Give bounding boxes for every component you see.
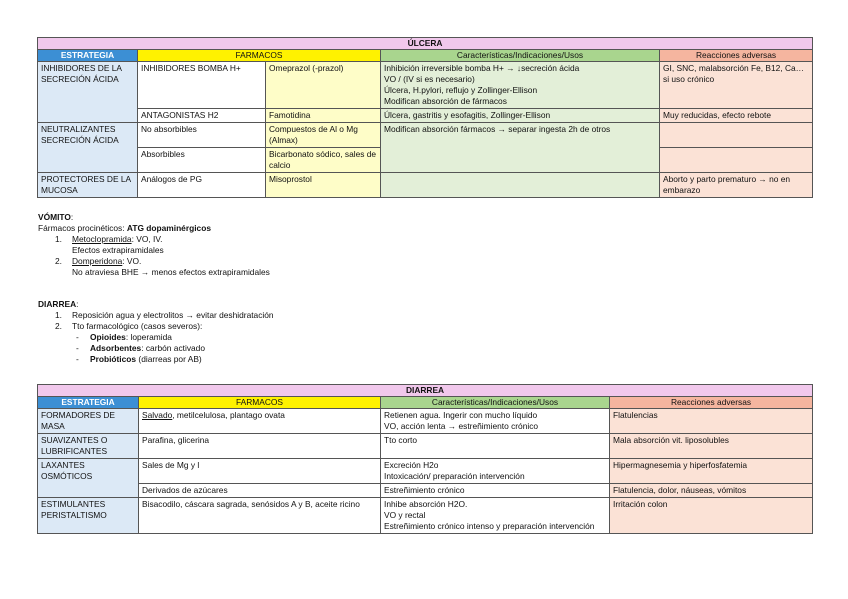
caracteristicas-cell — [381, 459, 610, 484]
caracteristicas-cell: Úlcera, gastritis y esofagitis, Zollinger-Ellison — [381, 109, 660, 123]
diarrea-heading-colon: : — [76, 299, 79, 309]
estrategia-cell: ESTIMULANTES PERISTALTISMO — [38, 498, 139, 534]
estrategia-cell: SUAVIZANTES O LUBRIFICANTES — [38, 434, 139, 459]
vomito-section — [38, 212, 270, 278]
caracteristicas-cell — [381, 498, 610, 534]
table-row — [38, 484, 813, 498]
diarrea-title: DIARREA — [38, 385, 813, 397]
caracteristica-line: Intoxicación/ preparación intervención — [384, 471, 525, 481]
table-row — [38, 459, 813, 484]
caracteristica-line: Modifican absorción de fármacos — [384, 96, 507, 106]
reacciones-cell: Muy reducidas, efecto rebote — [660, 109, 813, 123]
list-number: 2. — [55, 256, 62, 266]
caracteristica-line: Úlcera, H.pylori, reflujo y Zollinger-Ellison — [384, 85, 538, 95]
vomito-intro-bold: ATG dopaminérgicos — [126, 223, 211, 233]
caracteristica-line: Retienen agua. Ingerir con mucho líquido — [384, 410, 538, 420]
farmaco-cell: Famotidina — [266, 109, 381, 123]
subitem-bold: Probióticos — [90, 354, 137, 364]
diarrea-heading-text: DIARREA — [38, 299, 77, 309]
caracteristica-line: Inhibe absorción H2O. — [384, 499, 468, 509]
diarrea-table — [37, 384, 813, 534]
caracteristica-line: VO y rectal — [384, 510, 426, 520]
farmaco-cell: Compuestos de Al o Mg (Almax) — [266, 123, 381, 148]
estrategia-cell: NEUTRALIZANTES SECRECIÓN ÁCIDA — [38, 123, 138, 173]
ulcera-title: ÚLCERA — [38, 38, 813, 50]
farmaco-cell: Parafina, glicerina — [139, 434, 381, 459]
reacciones-cell: Hipermagnesemia y hiperfosfatemia — [610, 459, 813, 484]
list-text: Tto farmacológico (casos severos): — [72, 321, 203, 331]
reacciones-cell: Aborto y parto prematuro → no en embarazo — [660, 173, 813, 198]
list-number: 2. — [55, 321, 62, 331]
farmaco-cell: Sales de Mg y l — [139, 459, 381, 484]
vomito-heading-colon: : — [70, 212, 74, 222]
list-item — [38, 321, 274, 332]
reacciones-cell: Flatulencia, dolor, náuseas, vómitos — [610, 484, 813, 498]
list-text: Reposición agua y electrolitos → evitar deshidratación — [72, 310, 274, 320]
vomito-heading — [38, 212, 270, 223]
caracteristicas-cell: Estreñimiento crónico — [381, 484, 610, 498]
estrategia-cell: INHIBIDORES DE LA SECRECIÓN ÁCIDA — [38, 62, 138, 123]
list-number: 1. — [55, 310, 62, 320]
drug-detail: : VO. — [122, 256, 142, 266]
farmaco-cell: Omeprazol (-prazol) — [266, 62, 381, 109]
header-estrategia: ESTRATEGIA — [38, 397, 139, 409]
table-row — [38, 409, 813, 434]
caracteristica-line: Excreción H2o — [384, 460, 439, 470]
subitem-text: (diarreas por AB) — [136, 354, 202, 364]
caracteristica-line: VO / (IV si es necesario) — [384, 74, 475, 84]
grupo-cell: INHIBIDORES BOMBA H+ — [138, 62, 266, 109]
table-row — [38, 62, 813, 109]
list-subline: No atraviesa BHE → menos efectos extrapiramidales — [72, 267, 270, 277]
farmaco-underlined: Salvado — [142, 410, 173, 420]
header-farmacos: FARMACOS — [138, 50, 381, 62]
estrategia-cell: FORMADORES DE MASA — [38, 409, 139, 434]
farmaco-cell: Bisacodilo, cáscara sagrada, senósidos A y B, aceite ricino — [139, 498, 381, 534]
caracteristicas-cell: Tto corto — [381, 434, 610, 459]
list-subitem: - Adsorbentes: carbón activado — [76, 343, 205, 353]
drug-name: Metoclopramida — [72, 234, 132, 244]
caracteristica-line: VO, acción lenta → estreñimiento crónico — [384, 421, 539, 431]
vomito-intro — [38, 223, 270, 234]
ulcera-table — [37, 37, 813, 198]
caracteristicas-cell — [381, 173, 660, 198]
subitem-text: : carbón activado — [141, 343, 205, 353]
grupo-cell: No absorbibles — [138, 123, 266, 148]
farmaco-cell — [139, 409, 381, 434]
grupo-cell: ANTAGONISTAS H2 — [138, 109, 266, 123]
table-row — [38, 123, 813, 148]
table-row — [38, 498, 813, 534]
table-row — [38, 173, 813, 198]
farmaco-cell: Bicarbonato sódico, sales de calcio — [266, 148, 381, 173]
caracteristica-line: Inhibición irreversible bomba H+ → ↓secreción ácida — [384, 63, 580, 73]
reacciones-cell — [660, 148, 813, 173]
diarrea-notes-section — [38, 299, 274, 365]
subitem-text: : loperamida — [125, 332, 172, 342]
list-subitem: - Probióticos (diarreas por AB) — [76, 354, 202, 364]
farmaco-rest: , metilcelulosa, plantago ovata — [172, 410, 285, 420]
table-row — [38, 109, 813, 123]
reacciones-cell: GI, SNC, malabsorción Fe, B12, Ca… si uso crónico — [660, 62, 813, 109]
list-item — [38, 310, 274, 321]
list-number: 1. — [55, 234, 62, 244]
header-reacciones: Reacciones adversas — [660, 50, 813, 62]
list-subline: Efectos extrapiramidales — [72, 245, 164, 255]
grupo-cell: Análogos de PG — [138, 173, 266, 198]
reacciones-cell — [660, 123, 813, 148]
vomito-heading-text: VÓMITO — [38, 212, 71, 222]
reacciones-cell: Flatulencias — [610, 409, 813, 434]
list-item — [38, 234, 270, 245]
farmaco-cell: Derivados de azúcares — [139, 484, 381, 498]
estrategia-cell: LAXANTES OSMÓTICOS — [38, 459, 139, 498]
header-estrategia: ESTRATEGIA — [38, 50, 138, 62]
header-farmacos: FARMACOS — [139, 397, 381, 409]
subitem-bold: Opioides — [90, 332, 126, 342]
caracteristica-line: Estreñimiento crónico intenso y preparación intervención — [384, 521, 595, 531]
header-caracteristicas: Características/Indicaciones/Usos — [381, 50, 660, 62]
drug-detail: : VO, IV. — [131, 234, 163, 244]
caracteristicas-cell — [381, 62, 660, 109]
estrategia-cell: PROTECTORES DE LA MUCOSA — [38, 173, 138, 198]
header-reacciones: Reacciones adversas — [610, 397, 813, 409]
caracteristicas-cell — [381, 409, 610, 434]
farmaco-cell: Misoprostol — [266, 173, 381, 198]
reacciones-cell: Irritación colon — [610, 498, 813, 534]
list-item — [38, 256, 270, 267]
diarrea-heading — [38, 299, 274, 310]
drug-name: Domperidona — [72, 256, 123, 266]
table-row — [38, 434, 813, 459]
header-caracteristicas: Características/Indicaciones/Usos — [381, 397, 610, 409]
reacciones-cell: Mala absorción vit. liposolubles — [610, 434, 813, 459]
subitem-bold: Adsorbentes — [90, 343, 142, 353]
grupo-cell: Absorbibles — [138, 148, 266, 173]
list-subitem: - Opioides: loperamida — [76, 332, 172, 342]
vomito-intro-prefix: Fármacos procinéticos: — [38, 223, 127, 233]
caracteristicas-cell: Modifican absorción fármacos → separar ingesta 2h de otros — [381, 123, 660, 173]
